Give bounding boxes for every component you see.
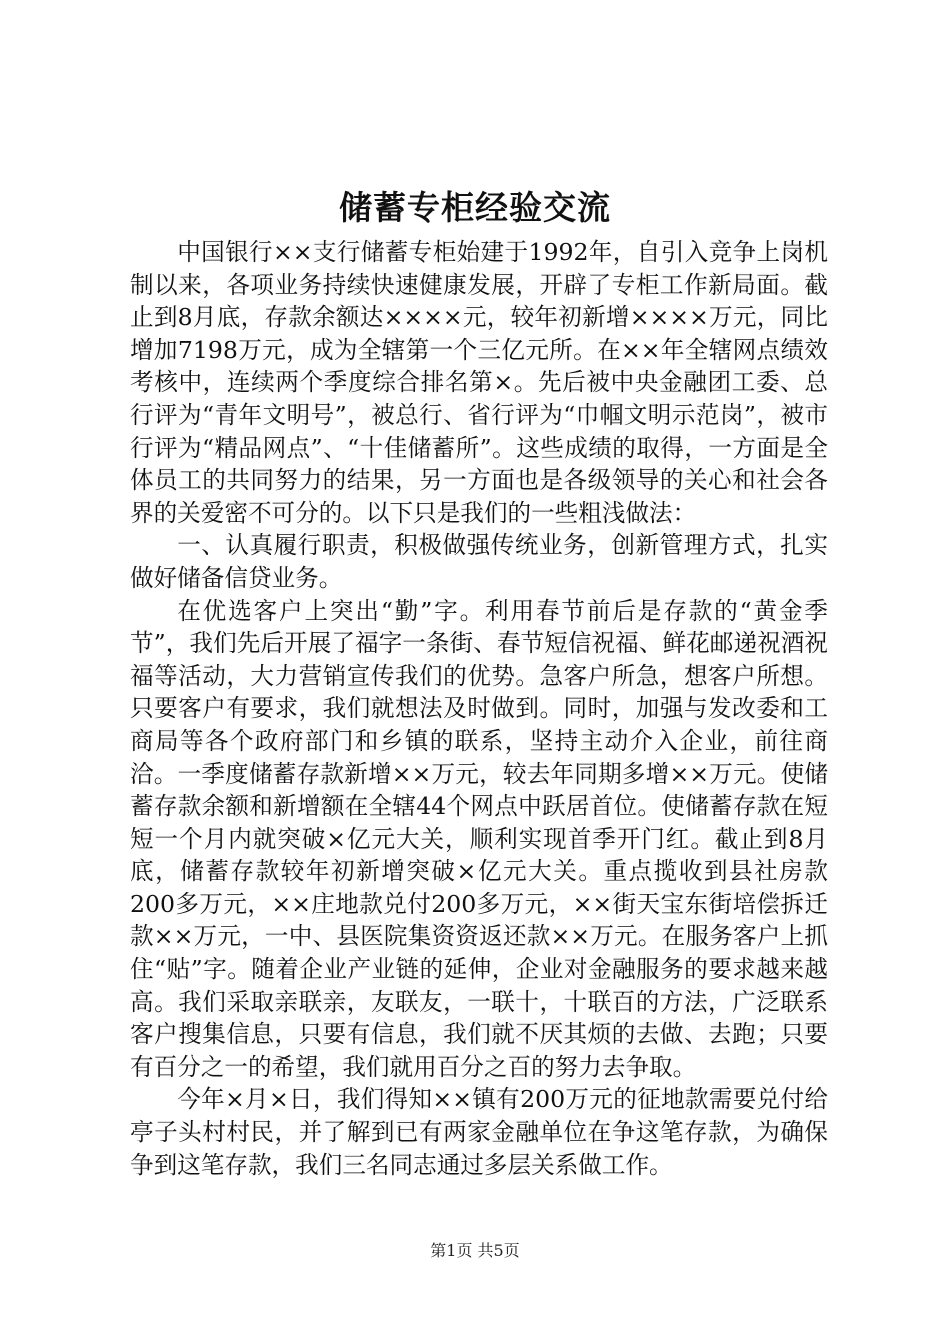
paragraph-customer-service: 在优选客户上突出“勤”字。利用春节前后是存款的“黄金季节”，我们先后开展了福字一条街、春节短信祝福、鲜花邮递祝酒祝福等活动，大力营销宣传我们的优势。急客户所急，想客户所想。只要客户有要求，我们就想法及时做到。同时，加强与发改委和工商局等各个政府部门和乡镇的联系，坚持主动介入企业，前往商洽。一季度储蓄存款新增××万元，较去年同期多增××万元。使储蓄存款余额和新增额在全辖44个网点中跃居首位。使储蓄存款在短短一个月内就突破×亿元大关，顺利实现首季开门红。截止到8月底，储蓄存款较年初新增突破×亿元大关。重点揽收到县社房款200多万元，××庄地款兑付200多万元，××街天宝东街培偿拆迁款××万元，一中、县医院集资资返还款××万元。在服务客户上抓住“贴”字。随着企业产业链的延伸，企业对金融服务的要求越来越高。我们采取亲联亲，友联友，一联十，十联百的方法，广泛联系客户搜集信息，只要有信息，我们就不厌其烦的去做、去跑；只要有百分之一的希望，我们就用百分之百的努力去争取。	[130, 596, 828, 1081]
paragraph-section-heading: 一、认真履行职责，积极做强传统业务，创新管理方式，扎实做好储备信贷业务。	[130, 531, 828, 592]
paragraph-case-story: 今年×月×日，我们得知××镇有200万元的征地款需要兑付给亭子头村村民，并了解到已有两家金融单位在争这笔存款，为确保争到这笔存款，我们三名同志通过多层关系做工作。	[130, 1085, 828, 1179]
document-body	[130, 236, 828, 1181]
paragraph-intro: 中国银行××支行储蓄专柜始建于1992年，自引入竞争上岗机制以来，各项业务持续快速健康发展，开辟了专柜工作新局面。截止到8月底，存款余额达××××元，较年初新增××××万元，同比增加7198万元，成为全辖第一个三亿元所。在××年全辖网点绩效考核中，连续两个季度综合排名第×。先后被中央金融团工委、总行评为“青年文明号”，被总行、省行评为“巾帼文明示范岗”，被市行评为“精品网点”、“十佳储蓄所”。这些成绩的取得，一方面是全体员工的共同努力的结果，另一方面也是各级领导的关心和社会各界的关爱密不可分的。以下只是我们的一些粗浅做法：	[130, 238, 828, 527]
page-footer: 第1页 共5页	[430, 1241, 520, 1260]
document-title: 储蓄专柜经验交流	[339, 188, 611, 227]
